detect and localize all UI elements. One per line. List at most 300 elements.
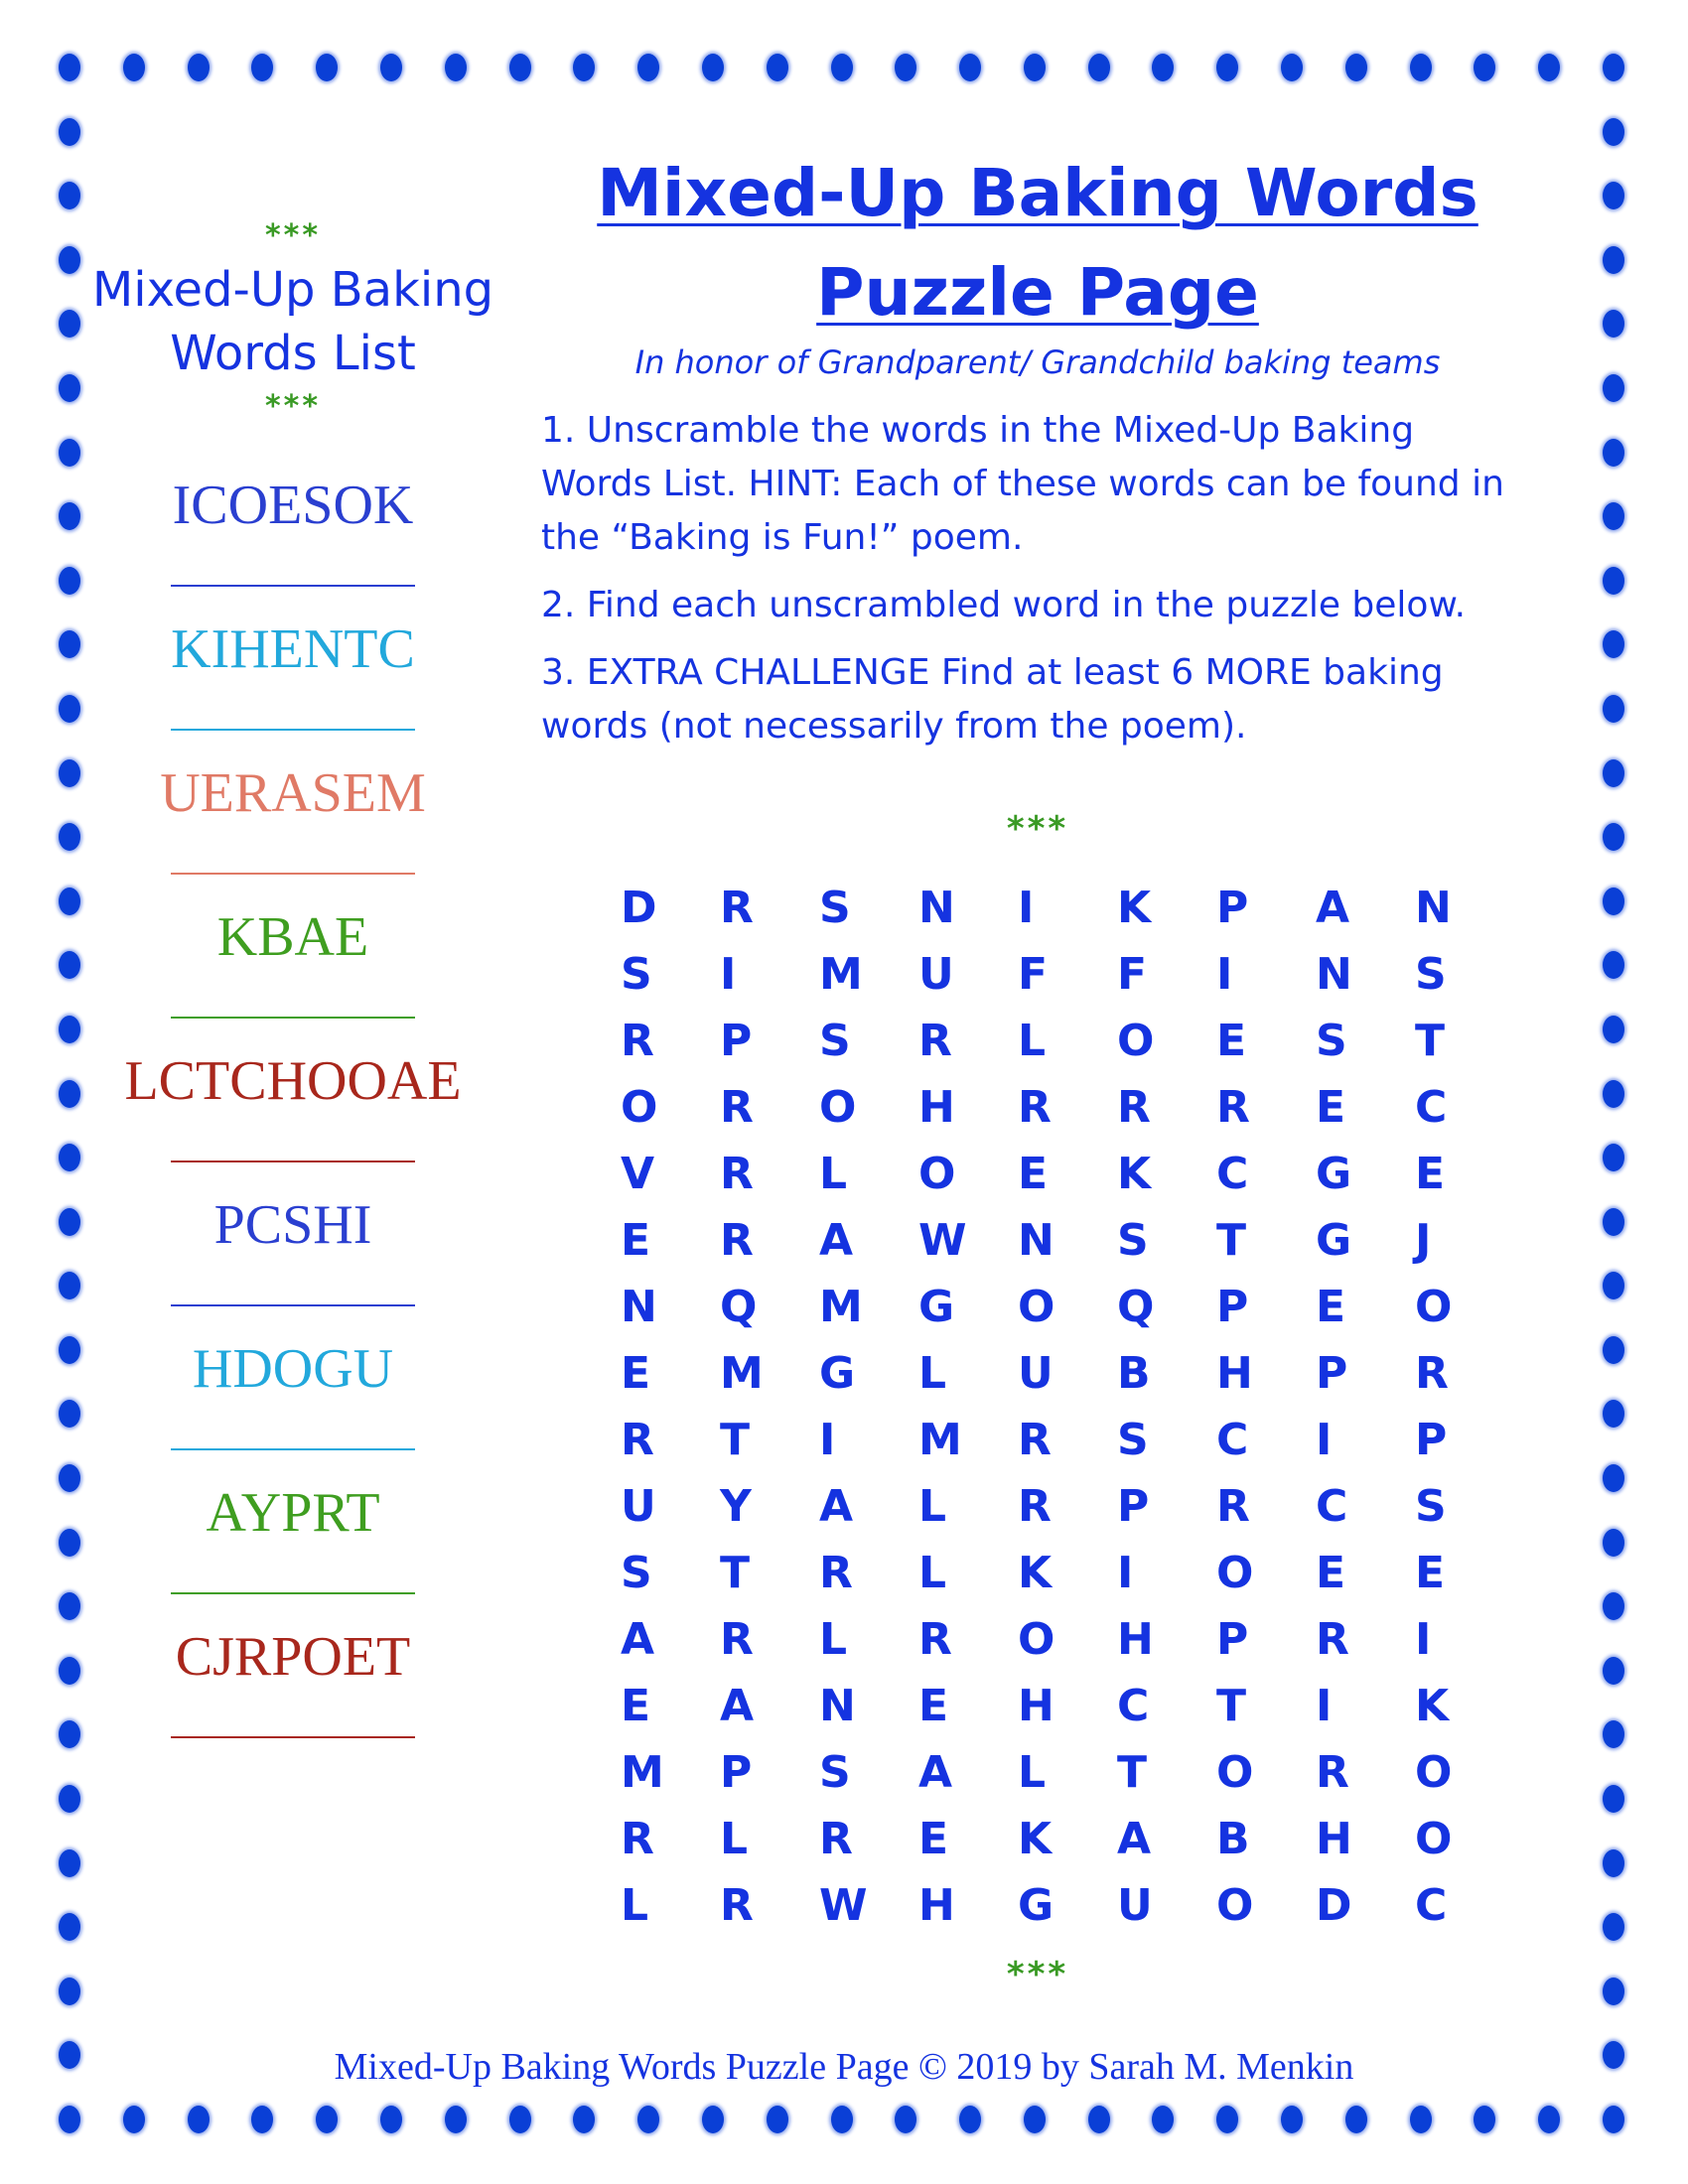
scrambled-word-item xyxy=(89,1472,496,1616)
grid-letter: C xyxy=(1216,1149,1249,1199)
scrambled-word: KIHENTC xyxy=(171,618,415,680)
grid-letter: S xyxy=(1316,1016,1347,1066)
grid-letter: B xyxy=(1216,1814,1250,1864)
border-dot xyxy=(1603,951,1624,979)
border-dot xyxy=(59,759,80,787)
grid-letter: H xyxy=(1316,1814,1352,1864)
grid-letter: C xyxy=(1415,1880,1448,1931)
grid-letter: R xyxy=(720,1082,754,1133)
border-dot xyxy=(1603,1785,1624,1813)
grid-letter: L xyxy=(819,1149,848,1199)
grid-letter: Q xyxy=(1117,1282,1155,1332)
border-dot xyxy=(59,310,80,338)
grid-letter: K xyxy=(1018,1814,1053,1864)
border-dot xyxy=(1603,1657,1624,1685)
border-dot xyxy=(1538,54,1560,81)
grid-letter: O xyxy=(1018,1614,1055,1665)
border-dot xyxy=(1603,1720,1624,1748)
grid-letter: L xyxy=(1018,1016,1047,1066)
grid-letter: I xyxy=(720,949,737,1000)
grid-letter: N xyxy=(819,1681,856,1731)
border-dot xyxy=(1088,54,1110,81)
grid-letter: N xyxy=(1316,949,1352,1000)
grid-letter: R xyxy=(1117,1082,1151,1133)
grid-stars-top: *** xyxy=(1006,809,1069,849)
grid-letter: P xyxy=(1216,1614,1249,1665)
grid-letter: T xyxy=(1117,1747,1148,1798)
grid-letter: O xyxy=(1415,1814,1453,1864)
grid-letter: L xyxy=(918,1348,947,1399)
grid-letter: A xyxy=(819,1481,854,1532)
grid-letter: G xyxy=(1316,1149,1352,1199)
border-dot xyxy=(1603,1978,1624,2005)
grid-letter: R xyxy=(1018,1481,1052,1532)
grid-letter: I xyxy=(1117,1548,1134,1598)
border-dot xyxy=(1603,759,1624,787)
grid-letter: P xyxy=(1216,1282,1249,1332)
grid-letter: O xyxy=(621,1082,658,1133)
grid-letter: I xyxy=(1316,1681,1333,1731)
sidebar-stars-bottom: *** xyxy=(264,389,322,424)
answer-line xyxy=(171,1017,415,1019)
answer-line xyxy=(171,729,415,731)
grid-letter: S xyxy=(819,883,851,933)
border-dot xyxy=(59,1720,80,1748)
grid-row xyxy=(621,1739,1514,1806)
grid-letter: T xyxy=(720,1548,751,1598)
answer-line xyxy=(171,873,415,875)
grid-letter: E xyxy=(918,1814,949,1864)
grid-letter: G xyxy=(819,1348,856,1399)
grid-letter: O xyxy=(1216,1548,1254,1598)
sidebar-stars-top: *** xyxy=(264,218,322,253)
page-title-line-1: Mixed-Up Baking Words xyxy=(597,155,1478,231)
grid-letter: A xyxy=(1117,1814,1152,1864)
grid-letter: N xyxy=(621,1282,657,1332)
grid-letter: R xyxy=(1018,1082,1052,1133)
grid-letter: E xyxy=(1018,1149,1049,1199)
scrambled-word-item xyxy=(89,752,496,896)
instruction-1: 1. Unscramble the words in the Mixed-Up Baking Words List. HINT: Each of these words can be found in the “Baking is Fun!” poem. xyxy=(541,410,1504,558)
border-dot xyxy=(1603,1272,1624,1299)
grid-letter: G xyxy=(1018,1880,1055,1931)
border-dot xyxy=(1603,502,1624,530)
border-dot xyxy=(959,2106,981,2133)
border-dot xyxy=(767,2106,788,2133)
grid-letter: P xyxy=(1316,1348,1348,1399)
border-dot xyxy=(445,54,467,81)
grid-letter: A xyxy=(720,1681,755,1731)
border-dot xyxy=(1603,182,1624,209)
grid-letter: G xyxy=(918,1282,955,1332)
grid-row xyxy=(621,1340,1514,1407)
border-dot xyxy=(59,567,80,595)
scrambled-word: CJRPOET xyxy=(175,1626,411,1688)
grid-letter: E xyxy=(1216,1016,1247,1066)
grid-letter: O xyxy=(819,1082,857,1133)
scrambled-words-sidebar xyxy=(89,218,496,1760)
grid-letter: T xyxy=(720,1415,751,1465)
grid-letter: V xyxy=(621,1149,655,1199)
border-dot xyxy=(1603,695,1624,723)
border-dot xyxy=(1603,1592,1624,1620)
border-dot xyxy=(1603,823,1624,851)
grid-letter: P xyxy=(1216,883,1249,933)
grid-letter: T xyxy=(1216,1681,1247,1731)
grid-letter: Q xyxy=(720,1282,758,1332)
grid-letter: K xyxy=(1117,1149,1152,1199)
border-dot xyxy=(59,1592,80,1620)
border-dot xyxy=(1603,310,1624,338)
border-dot xyxy=(59,1080,80,1108)
scrambled-word-item xyxy=(89,609,496,752)
border-dot xyxy=(1603,1144,1624,1171)
grid-letter: H xyxy=(1117,1614,1154,1665)
border-dot xyxy=(59,1849,80,1877)
border-dot xyxy=(1603,246,1624,274)
border-dot xyxy=(59,823,80,851)
grid-letter: O xyxy=(1216,1747,1254,1798)
grid-letter: S xyxy=(819,1747,851,1798)
grid-letter: B xyxy=(1117,1348,1151,1399)
grid-letter: I xyxy=(1415,1614,1432,1665)
border-dot xyxy=(1474,2106,1495,2133)
scrambled-word: UERASEM xyxy=(160,762,426,824)
grid-letter: K xyxy=(1117,883,1152,933)
grid-letter: O xyxy=(1117,1016,1155,1066)
grid-letter: E xyxy=(621,1681,651,1731)
border-dot xyxy=(59,118,80,146)
grid-letter: R xyxy=(918,1016,952,1066)
border-dot xyxy=(1088,2106,1110,2133)
border-dot xyxy=(1603,54,1624,81)
border-dot xyxy=(637,54,659,81)
copyright-footer: Mixed-Up Baking Words Puzzle Page © 2019 by Sarah M. Menkin xyxy=(334,2046,1354,2088)
grid-letter: I xyxy=(1216,949,1233,1000)
word-list-title: Mixed-Up Baking Words List xyxy=(91,262,494,381)
grid-letter: M xyxy=(918,1415,962,1465)
grid-letter: M xyxy=(819,1282,863,1332)
border-dot xyxy=(702,54,724,81)
grid-letter: S xyxy=(1415,1481,1447,1532)
grid-letter: C xyxy=(1216,1415,1249,1465)
border-dot xyxy=(1281,2106,1303,2133)
scrambled-word-item xyxy=(89,1184,496,1328)
border-dot xyxy=(1152,54,1174,81)
border-dot xyxy=(59,1400,80,1428)
border-dot xyxy=(1216,54,1238,81)
grid-row xyxy=(621,1074,1514,1141)
grid-row xyxy=(621,1872,1514,1939)
border-dot xyxy=(1603,1400,1624,1428)
grid-letter: S xyxy=(621,1548,652,1598)
grid-letter: O xyxy=(1018,1282,1055,1332)
border-dot xyxy=(59,182,80,209)
border-dot xyxy=(59,1657,80,1685)
border-dot xyxy=(767,54,788,81)
border-dot xyxy=(251,2106,273,2133)
grid-letter: R xyxy=(819,1548,853,1598)
border-dot xyxy=(509,2106,531,2133)
grid-letter: D xyxy=(1316,1880,1352,1931)
grid-letter: E xyxy=(621,1215,651,1266)
border-dot xyxy=(1152,2106,1174,2133)
grid-letter: N xyxy=(1415,883,1452,933)
grid-row xyxy=(621,941,1514,1008)
border-dot xyxy=(831,2106,853,2133)
grid-letter: E xyxy=(1316,1548,1346,1598)
grid-letter: M xyxy=(819,949,863,1000)
grid-letter: A xyxy=(1316,883,1350,933)
border-dot xyxy=(1538,2106,1560,2133)
grid-row xyxy=(621,1407,1514,1473)
scrambled-word-list xyxy=(89,465,496,1760)
border-dot xyxy=(1474,54,1495,81)
grid-letter: R xyxy=(1316,1614,1349,1665)
grid-letter: R xyxy=(720,1880,754,1931)
instructions xyxy=(541,404,1534,753)
border-dot xyxy=(1603,1080,1624,1108)
border-dot xyxy=(1024,54,1046,81)
border-dot xyxy=(1345,2106,1367,2133)
scrambled-word: KBAE xyxy=(216,906,369,968)
grid-letter: L xyxy=(621,1880,649,1931)
page-subtitle: In honor of Grandparent/ Grandchild baking teams xyxy=(634,343,1441,381)
grid-letter: H xyxy=(918,1082,955,1133)
page-title-line-2: Puzzle Page xyxy=(816,254,1259,331)
grid-letter: U xyxy=(1117,1880,1153,1931)
grid-letter: R xyxy=(1316,1747,1349,1798)
grid-letter: G xyxy=(1316,1215,1352,1266)
scrambled-word: HDOGU xyxy=(192,1338,394,1400)
border-dot xyxy=(123,54,145,81)
grid-letter: C xyxy=(1316,1481,1348,1532)
border-dot xyxy=(59,1272,80,1299)
border-dot xyxy=(1603,1208,1624,1236)
border-dot xyxy=(1603,1849,1624,1877)
grid-letter: N xyxy=(918,883,955,933)
border-dot xyxy=(895,54,916,81)
border-dot xyxy=(316,2106,338,2133)
border-dot xyxy=(59,1913,80,1941)
border-dot xyxy=(1603,1016,1624,1043)
scrambled-word-item xyxy=(89,1616,496,1760)
grid-letter: O xyxy=(1216,1880,1254,1931)
border-dot xyxy=(1603,2106,1624,2133)
grid-letter: I xyxy=(1018,883,1035,933)
border-dot xyxy=(59,374,80,402)
answer-line xyxy=(171,1448,415,1450)
border-dot xyxy=(59,1464,80,1492)
grid-row xyxy=(621,1008,1514,1074)
grid-letter: S xyxy=(621,949,652,1000)
grid-letter: E xyxy=(1316,1082,1346,1133)
grid-letter: R xyxy=(918,1614,952,1665)
scrambled-word-item xyxy=(89,1040,496,1184)
grid-letter: E xyxy=(1415,1149,1446,1199)
grid-letter: R xyxy=(720,1614,754,1665)
grid-letter: C xyxy=(1117,1681,1150,1731)
border-dot xyxy=(59,951,80,979)
border-dot xyxy=(1603,1913,1624,1941)
grid-letter: A xyxy=(819,1215,854,1266)
grid-letter: K xyxy=(1415,1681,1450,1731)
grid-letter: W xyxy=(819,1880,868,1931)
grid-letter: R xyxy=(720,1149,754,1199)
border-dot xyxy=(59,1978,80,2005)
grid-letter: C xyxy=(1415,1082,1448,1133)
grid-letter: U xyxy=(621,1481,656,1532)
border-dot xyxy=(59,1529,80,1557)
border-dot xyxy=(1603,1336,1624,1364)
border-dot xyxy=(1603,1464,1624,1492)
border-dot xyxy=(1603,567,1624,595)
border-dot xyxy=(59,1208,80,1236)
puzzle-main xyxy=(541,144,1534,1994)
scrambled-word: LCTCHOOAE xyxy=(124,1050,462,1112)
border-dot xyxy=(1603,118,1624,146)
grid-letter: J xyxy=(1415,1215,1432,1266)
border-dot xyxy=(1281,54,1303,81)
border-dot xyxy=(573,54,595,81)
grid-letter: M xyxy=(621,1747,664,1798)
grid-letter: P xyxy=(1415,1415,1448,1465)
grid-letter: R xyxy=(819,1814,853,1864)
border-dot xyxy=(59,887,80,915)
grid-letter: L xyxy=(1018,1747,1047,1798)
scrambled-word-item xyxy=(89,465,496,609)
scrambled-word: AYPRT xyxy=(206,1482,380,1544)
border-dot xyxy=(637,2106,659,2133)
grid-letter: P xyxy=(720,1747,753,1798)
grid-letter: U xyxy=(1018,1348,1054,1399)
scrambled-word-item xyxy=(89,1328,496,1472)
border-dot xyxy=(59,1016,80,1043)
grid-letter: H xyxy=(1018,1681,1055,1731)
grid-row xyxy=(621,1141,1514,1207)
page-title xyxy=(541,144,1534,342)
border-dot xyxy=(1603,374,1624,402)
border-dot xyxy=(59,2106,80,2133)
grid-letter: S xyxy=(1415,949,1447,1000)
answer-line xyxy=(171,1304,415,1306)
scrambled-word: ICOESOK xyxy=(172,475,414,536)
border-dot xyxy=(59,502,80,530)
border-dot xyxy=(59,1785,80,1813)
grid-letter: M xyxy=(720,1348,764,1399)
grid-letter: P xyxy=(720,1016,753,1066)
grid-letter: I xyxy=(1316,1415,1333,1465)
border-dot xyxy=(59,1144,80,1171)
grid-letter: L xyxy=(720,1814,749,1864)
grid-row xyxy=(621,1673,1514,1739)
border-dot xyxy=(1410,54,1432,81)
grid-letter: I xyxy=(819,1415,836,1465)
grid-letter: R xyxy=(621,1814,654,1864)
grid-row xyxy=(621,1606,1514,1673)
grid-letter: D xyxy=(621,883,657,933)
answer-line xyxy=(171,1160,415,1162)
grid-letter: E xyxy=(1415,1548,1446,1598)
grid-letter: S xyxy=(819,1016,851,1066)
grid-letter: U xyxy=(918,949,954,1000)
border-dot xyxy=(59,1336,80,1364)
grid-letter: A xyxy=(621,1614,655,1665)
grid-letter: R xyxy=(1415,1348,1449,1399)
border-dot xyxy=(895,2106,916,2133)
grid-row xyxy=(621,1540,1514,1606)
grid-letter: L xyxy=(918,1481,947,1532)
border-dot xyxy=(123,2106,145,2133)
grid-letter: Y xyxy=(720,1481,752,1532)
border-dot xyxy=(316,54,338,81)
border-dot xyxy=(188,2106,210,2133)
grid-letter: R xyxy=(1216,1082,1250,1133)
border-dot xyxy=(831,54,853,81)
grid-letter: R xyxy=(1216,1481,1250,1532)
grid-row xyxy=(621,1806,1514,1872)
grid-letter: O xyxy=(1415,1747,1453,1798)
border-dot xyxy=(251,54,273,81)
grid-letter: R xyxy=(621,1415,654,1465)
grid-row xyxy=(621,1274,1514,1340)
border-dot xyxy=(509,54,531,81)
word-search-grid xyxy=(621,875,1514,1939)
grid-letter: S xyxy=(1117,1215,1149,1266)
grid-letter: K xyxy=(1018,1548,1053,1598)
border-dot xyxy=(380,54,402,81)
scrambled-word-item xyxy=(89,896,496,1040)
instruction-3: 3. EXTRA CHALLENGE Find at least 6 MORE baking words (not necessarily from the poem). xyxy=(541,652,1444,747)
border-dot xyxy=(380,2106,402,2133)
border-dot xyxy=(445,2106,467,2133)
border-dot xyxy=(59,54,80,81)
grid-letter: N xyxy=(1018,1215,1055,1266)
grid-letter: R xyxy=(1018,1415,1052,1465)
border-dot xyxy=(1603,439,1624,467)
grid-letter: H xyxy=(918,1880,955,1931)
grid-letter: E xyxy=(1316,1282,1346,1332)
grid-stars-bottom: *** xyxy=(1006,1955,1069,1994)
border-dot xyxy=(1603,1529,1624,1557)
border-dot xyxy=(59,439,80,467)
border-dot xyxy=(702,2106,724,2133)
grid-letter: P xyxy=(1117,1481,1150,1532)
grid-letter: R xyxy=(720,883,754,933)
grid-letter: F xyxy=(1117,949,1148,1000)
border-dot xyxy=(959,54,981,81)
grid-letter: F xyxy=(1018,949,1049,1000)
grid-letter: R xyxy=(621,1016,654,1066)
grid-letter: H xyxy=(1216,1348,1253,1399)
grid-letter: A xyxy=(918,1747,953,1798)
grid-letter: O xyxy=(918,1149,956,1199)
border-dot xyxy=(1024,2106,1046,2133)
grid-letter: O xyxy=(1415,1282,1453,1332)
border-dot xyxy=(59,246,80,274)
grid-letter: W xyxy=(918,1215,967,1266)
border-dot xyxy=(1603,887,1624,915)
scrambled-word: PCSHI xyxy=(213,1194,372,1256)
answer-line xyxy=(171,1592,415,1594)
border-dot xyxy=(59,695,80,723)
grid-letter: T xyxy=(1216,1215,1247,1266)
answer-line xyxy=(171,1736,415,1738)
grid-row xyxy=(621,1207,1514,1274)
border-dot xyxy=(573,2106,595,2133)
grid-row xyxy=(621,875,1514,941)
border-dot xyxy=(1603,630,1624,658)
